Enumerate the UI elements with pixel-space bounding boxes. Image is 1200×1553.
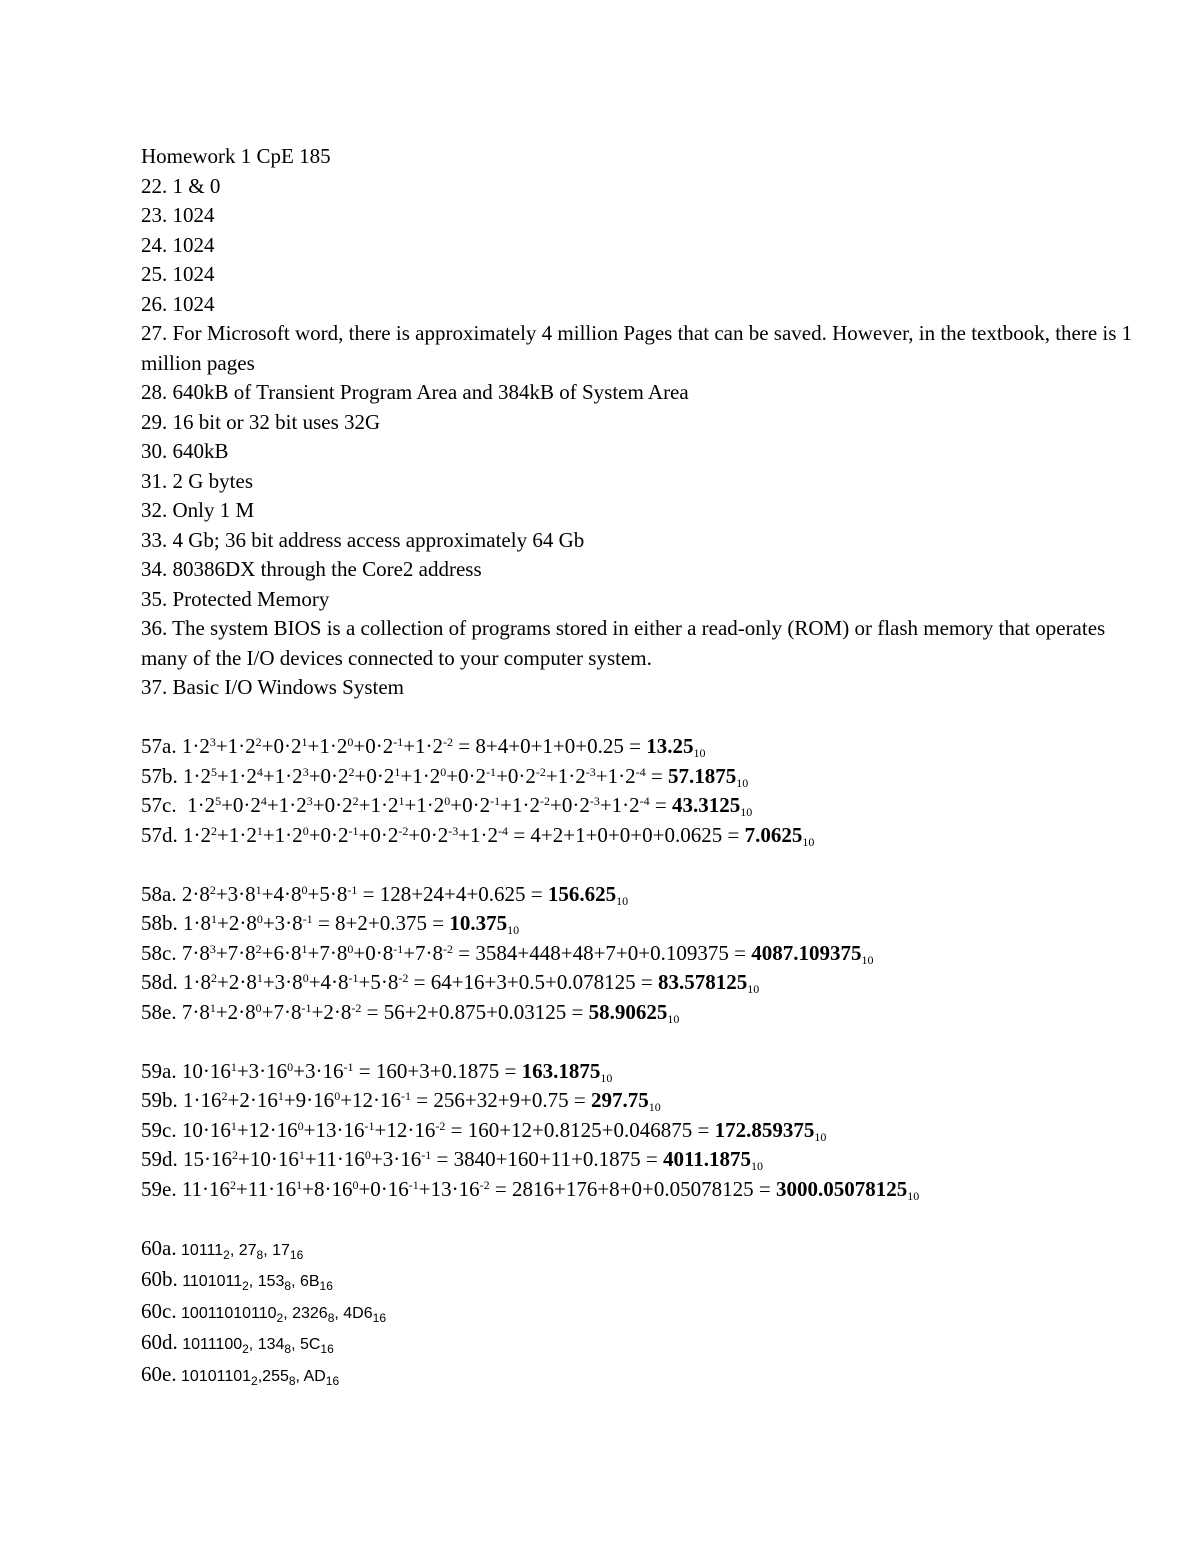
answer-60e: 60e. $10101101_2,255_8$, $AD_{16}$: [141, 1361, 340, 1388]
answer-23: 23. 1024: [141, 203, 215, 227]
document-body: [141, 142, 1141, 1391]
answer-57c: 57c. $1\cdot 2^5+0\cdot 2^4+1\cdot 2^3+0\cdot 2^2+1\cdot 2^1+1\cdot 2^0+0\cdot 2^{-1}+1\cdot 2^{-2}+0\cdot 2^{-3}+1\cdot 2^{-4} = 43.3125_{10}$: [141, 793, 753, 819]
answer-59a: 59a. $10\cdot 16^1+3\cdot 16^0+3\cdot 16^{-1} = 160+3+0.1875 = 163.1875_{10}$: [141, 1058, 613, 1085]
answer-57b: 57b. $1\cdot 2^5+1\cdot 2^4+1\cdot 2^3+0\cdot 2^2+0\cdot 2^1+1\cdot 2^0+0\cdot 2^{-1}+0\cdot 2^{-2}+1\cdot 2^{-3}+1\cdot 2^{-4} = 57.1875_{10}$: [141, 763, 749, 790]
answer-33: 33. 4 Gb; 36 bit address access approximately 64 Gb: [141, 527, 585, 552]
answer-26: 26. 1024: [141, 291, 215, 316]
answer-28: 28. 640kB of Transient Program Area and 384kB of System Area: [141, 380, 689, 404]
answer-35: 35. Protected Memory: [141, 586, 330, 611]
answer-60d: 60d. $1011100_2$, $134_8$, $5C_{16}$: [141, 1330, 334, 1356]
answer-22: 22. 1 & 0: [141, 173, 221, 198]
answer-30: 30. 640kB: [141, 439, 229, 463]
answer-36: 36. The system BIOS is a collection of programs stored in either a read-only (ROM) or flash memory that operates many of the I/O devices connected to your computer system.: [141, 616, 1106, 670]
answer-60a: 60a. $10111_2$, $27_8$, $17_{16}$: [141, 1235, 304, 1262]
answer-57d: 57d. $1\cdot 2^2+1\cdot 2^1+1\cdot 2^0+0\cdot 2^{-1}+0\cdot 2^{-2}+0\cdot 2^{-3}+1\cdot 2^{-4} = 4+2+1+0+0+0+0.0625 = 7.0625_{10}$: [141, 822, 815, 849]
answer-58b: 58b. $1\cdot 8^1+2\cdot 8^0+3\cdot 8^{-1} = 8+2+0.375 = 10.375_{10}$: [141, 911, 520, 937]
answer-25: 25. 1024: [141, 262, 215, 286]
section-gap: [141, 1027, 1141, 1057]
answer-27: 27. For Microsoft word, there is approximately 4 million Pages that can be saved. However, in the textbook, there is 1 million pages: [141, 321, 1133, 375]
answer-37: 37. Basic I/O Windows System: [141, 675, 405, 699]
answer-60b: 60b. $1101011_2$, $153_8$, $6B_{16}$: [141, 1267, 333, 1293]
answer-59b: 59b. $1\cdot 16^2+2\cdot 16^1+9\cdot 16^0+12\cdot 16^{-1} = 256+32+9+0.75 = 297.75_{10}$: [141, 1088, 661, 1114]
answer-58d: 58d. $1\cdot 8^2+2\cdot 8^1+3\cdot 8^0+4\cdot 8^{-1}+5\cdot 8^{-2} = 64+16+3+0.5+0.078125 = 83.578125_{10}$: [141, 970, 760, 996]
answer-58e: 58e. $7\cdot 8^1+2\cdot 8^0+7\cdot 8^{-1}+2\cdot 8^{-2} = 56+2+0.875+0.03125 = 58.90625_{10}$: [141, 999, 680, 1026]
answer-24: 24. 1024: [141, 232, 215, 257]
answer-59c: 59c. $10\cdot 16^1+12\cdot 16^0+13\cdot 16^{-1}+12\cdot 16^{-2} = 160+12+0.8125+0.046875 = 172.859375_{10}$: [141, 1117, 827, 1144]
answer-34: 34. 80386DX through the Core2 address: [141, 557, 482, 581]
section-gap: [141, 703, 1141, 733]
answer-60c: 60c. $10011010110_2$, $2326_8$, $4D6_{16}$: [141, 1298, 386, 1325]
document-title: Homework 1 CpE 185: [141, 144, 331, 168]
answer-59d: 59d. $15\cdot 16^2+10\cdot 16^1+11\cdot 16^0+3\cdot 16^{-1} = 3840+160+11+0.1875 = 4011.1875_{10}$: [141, 1147, 764, 1173]
answer-58c: 58c. $7\cdot 8^3+7\cdot 8^2+6\cdot 8^1+7\cdot 8^0+0\cdot 8^{-1}+7\cdot 8^{-2} = 3584+448+48+7+0+0.109375 = 4087.109375_{10}$: [141, 940, 874, 967]
answer-31: 31. 2 G bytes: [141, 468, 253, 493]
answer-58a: 58a. $2\cdot 8^2+3\cdot 8^1+4\cdot 8^0+5\cdot 8^{-1} = 128+24+4+0.625 = 156.625_{10}$: [141, 881, 629, 908]
answer-59e: 59e. $11\cdot 16^2+11\cdot 16^1+8\cdot 16^0+0\cdot 16^{-1}+13\cdot 16^{-2} = 2816+176+8+0+0.05078125 = 3000.05078125_{10}$: [141, 1176, 920, 1203]
section-gap: [141, 1204, 1141, 1234]
answer-32: 32. Only 1 M: [141, 498, 255, 522]
answer-57a: 57a. $1\cdot 2^3+1\cdot 2^2+0\cdot 2^1+1\cdot 2^0+0\cdot 2^{-1}+1\cdot 2^{-2} = 8+4+0+1+0+0.25 = 13.25_{10}$: [141, 734, 706, 760]
answer-29: 29. 16 bit or 32 bit uses 32G: [141, 409, 381, 434]
section-gap: [141, 850, 1141, 880]
